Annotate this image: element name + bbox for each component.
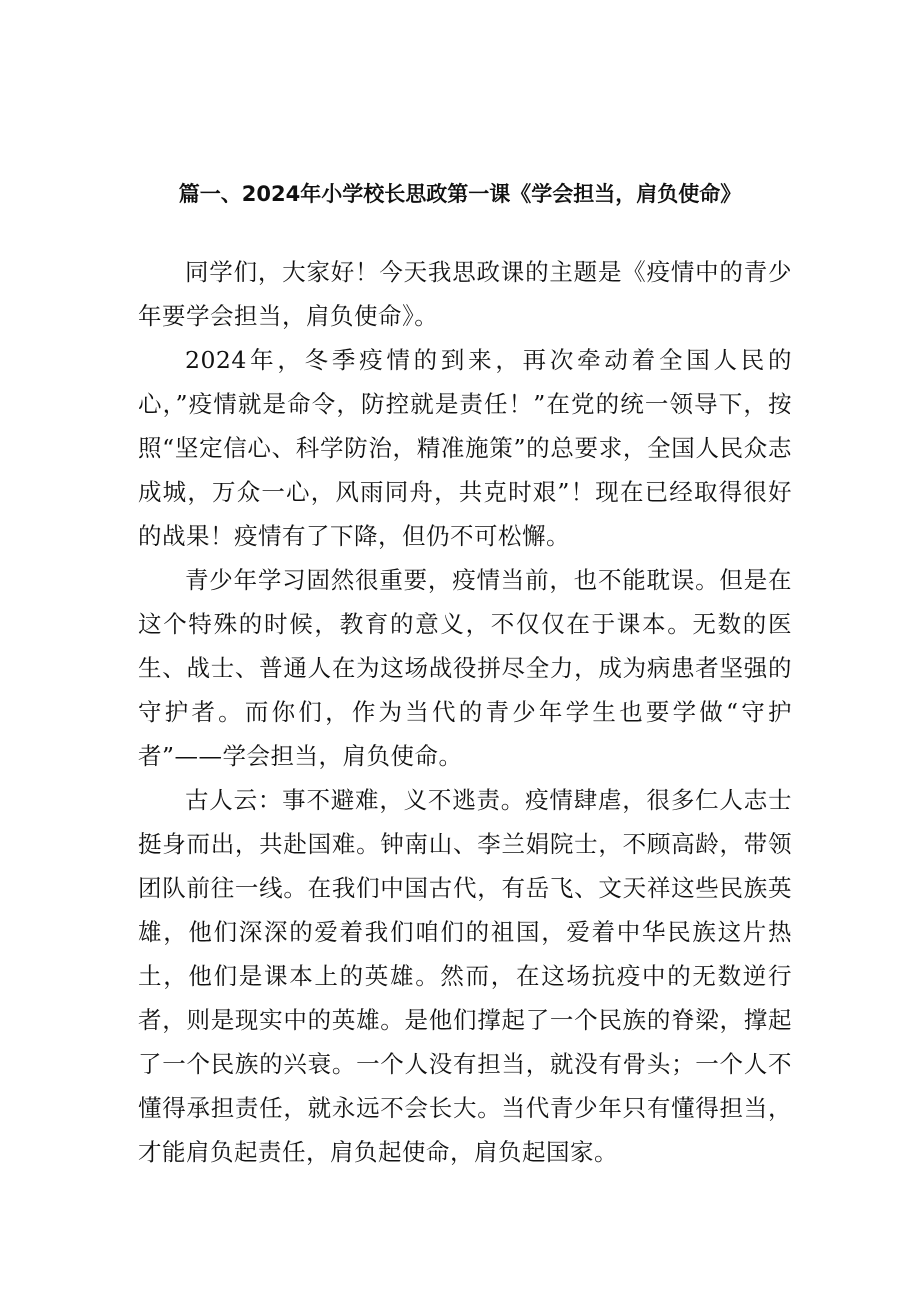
document-body — [138, 250, 792, 1174]
document-title: 篇一、2024年小学校长思政第一课《学会担当，肩负使命》 — [178, 182, 742, 206]
paragraph-responsibility: 古人云：事不避难，义不逃责。疫情肆虐，很多仁人志士挺身而出，共赴国难。钟南山、李兰娟院士，不顾高龄，带领团队前往一线。在我们中国古代，有岳飞、文天祥这些民族英雄，他们深深的爱着我们咱们的祖国，爱着中华民族这片热土，他们是课本上的英雄。然而，在这场抗疫中的无数逆行者，则是现实中的英雄。是他们撑起了一个民族的脊梁，撑起了一个民族的兴衰。一个人没有担当，就没有骨头；一个人不懂得承担责任，就永远不会长大。当代青少年只有懂得担当，才能肩负起责任，肩负起使命，肩负起国家。 — [138, 786, 792, 1166]
paragraph-education: 青少年学习固然很重要，疫情当前，也不能耽误。但是在这个特殊的时候，教育的意义，不仅仅在于课本。无数的医生、战士、普通人在为这场战役拼尽全力，成为病患者坚强的守护者。而你们，作为当代的青少年学生也要学做“守护者”——学会担当，肩负使命。 — [138, 566, 792, 770]
paragraph-epidemic: 2024年，冬季疫情的到来，再次牵动着全国人民的心，”疫情就是命令，防控就是责任！”在党的统一领导下，按照“坚定信心、科学防治，精准施策”的总要求，全国人民众志成城，万众一心，风雨同舟，共克时艰”！现在已经取得很好的战果！疫情有了下降，但仍不可松懈。 — [138, 346, 792, 550]
paragraph-greeting: 同学们，大家好！今天我思政课的主题是《疫情中的青少年要学会担当，肩负使命》。 — [138, 258, 792, 330]
